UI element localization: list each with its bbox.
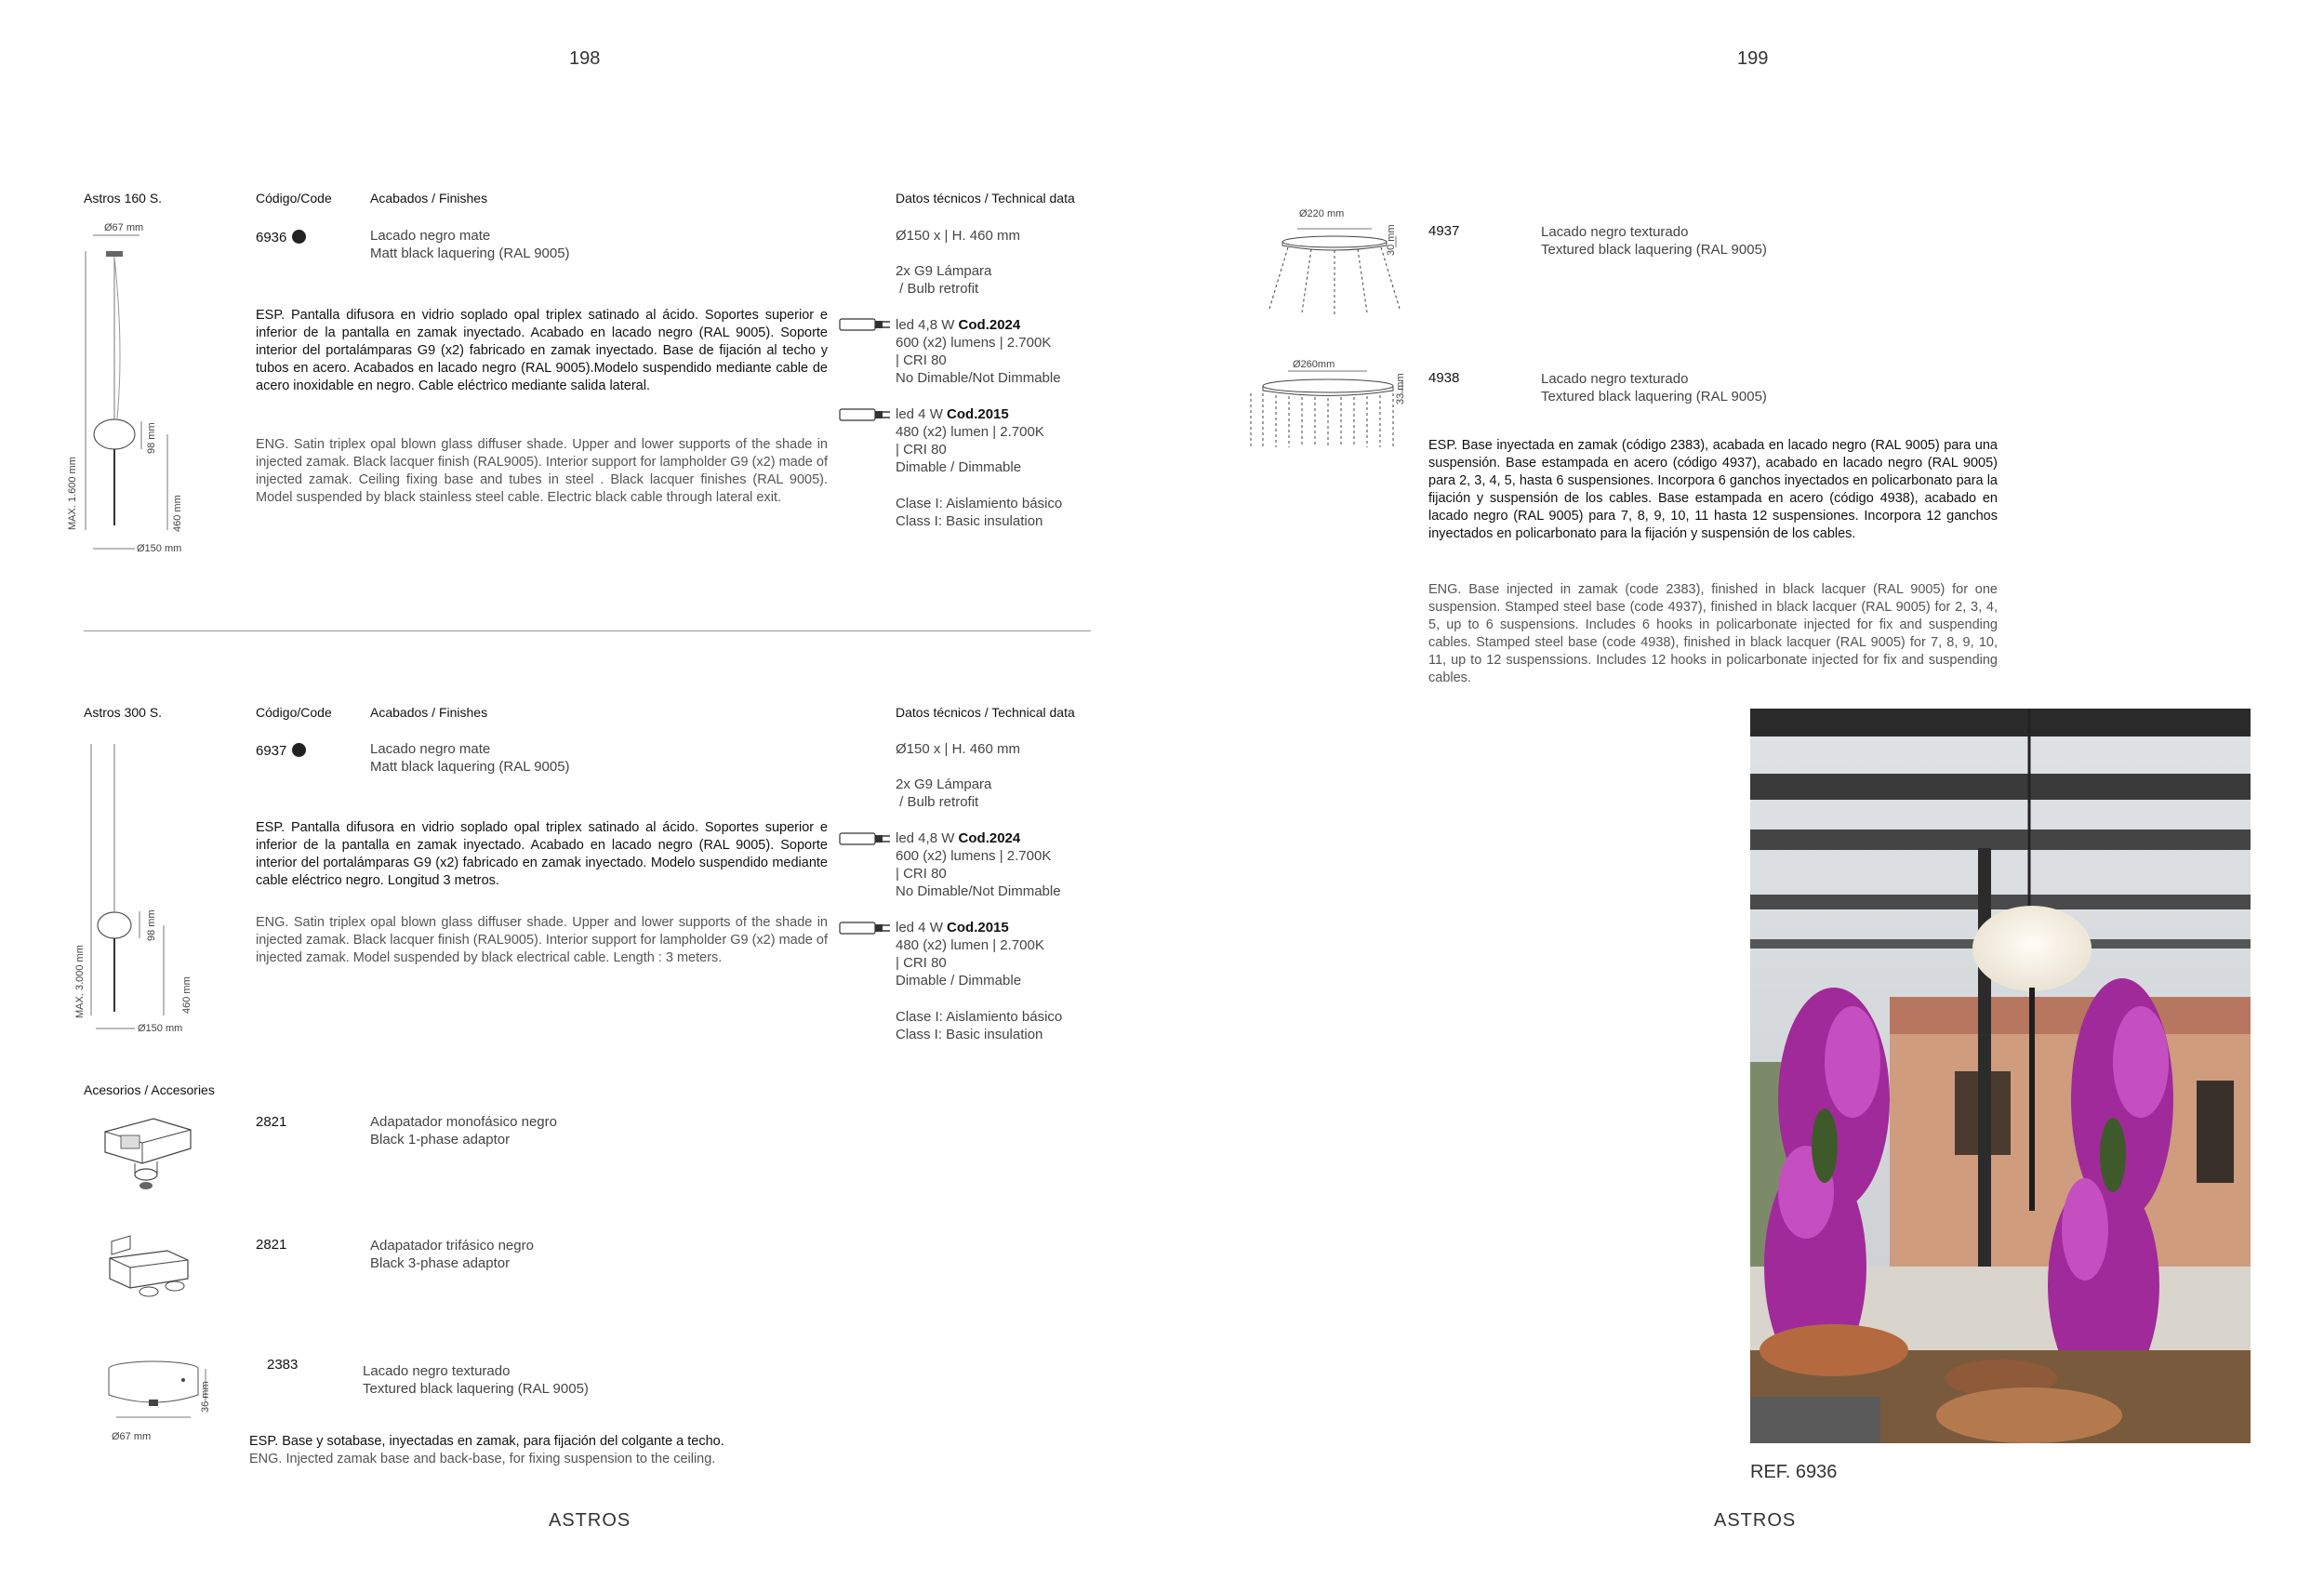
dim-base-height: 36 mm	[200, 1381, 211, 1413]
tech-bulb: 2x G9 Lámpara / Bulb retrofit	[896, 776, 992, 810]
finish-description: Lacado negro mate Matt black laquering (RAL 9005)	[370, 228, 570, 261]
dim-base-diameter: Ø67 mm	[112, 1431, 152, 1442]
accessory-code: 2821	[256, 1237, 287, 1253]
column-header-finishes: Acabados / Finishes	[370, 705, 488, 720]
product-name: Astros 300 S.	[84, 705, 163, 720]
color-swatch-black	[292, 230, 306, 244]
description-eng: ENG. Satin triplex opal blown glass diffuser shade. Upper and lower supports of the shade in injected zamak. Black lacquer finish (RAL9005). Interior support for lampholder G9 (x2) made of injected zamak. Model suspended by black electrical cable. Length : 3 meters.	[256, 915, 828, 965]
column-header-finishes: Acabados / Finishes	[370, 191, 488, 206]
footer-brand-left: ASTROS	[549, 1510, 631, 1531]
dim-base-diameter: Ø220 mm	[1299, 208, 1345, 219]
accessory-description: Adapatador trifásico negro Black 3-phase adaptor	[370, 1238, 534, 1271]
footer-brand-right: ASTROS	[1714, 1510, 1797, 1531]
dim-base-height: 33 mm	[1395, 373, 1406, 405]
description-esp: ESP. Pantalla difusora en vidrio soplado opal triplex satinado al ácido. Soportes superior e inferior de la pantalla en zamak inyectado. Acabado en lacado negro (RAL 9005). Soporte interior del portalámparas G9 (x2) fabricado en zamak inyectado. Modelo suspendido mediante cable eléctrico negro. Longitud 3 metros.	[256, 820, 828, 888]
led-bulb-icon	[839, 921, 891, 935]
base-code: 4937	[1428, 223, 1460, 239]
description-eng: ENG. Satin triplex opal blown glass diffuser shade. Upper and lower supports of the shade in injected zamak. Black lacquer finish (RAL9005). Interior support for lampholder G9 (x2) made of injected zamak. Ceiling fixing base and tubes in steel . Black lacquer finishes (RAL 9005). Model suspended by black stainless steel cable. Electric black cable through lateral exit.	[256, 437, 828, 505]
dim-max-length: MAX. 3.000 mm	[74, 945, 86, 1018]
accessory-description: Adapatador monofásico negro Black 1-phase adaptor	[370, 1114, 557, 1148]
led-bulb-icon	[839, 407, 891, 422]
product-name: Astros 160 S.	[84, 191, 163, 206]
tech-size: Ø150 x | H. 460 mm	[896, 228, 1020, 244]
photo-reference: REF. 6936	[1750, 1462, 1838, 1482]
bases-description-esp: ESP. Base inyectada en zamak (código 2383), acabada en lacado negro (RAL 9005) para una suspensión. Base estampada en acero (código 4937), acabado en lacado negro (RAL 9005) para 2, 3, 4, 5, hasta 6 suspensiones. Incorpora 6 ganchos inyectados en policarbonato para la fijación y suspensión de los cables. Base estampada en acero (código 4938), acabado en lacado negro (RAL 9005) para 7, 8, 9, 10, 11 hasta 12 suspensiones. Incorpora 12 ganchos inyectados en policarbonato para la fijación y suspensión de los cables.	[1428, 438, 1998, 541]
accessories-eng: ENG. Injected zamak base and back-base, for fixing suspension to the ceiling.	[249, 1452, 716, 1466]
accessory-code: 2383	[267, 1357, 299, 1373]
description-esp: ESP. Pantalla difusora en vidrio soplado opal triplex satinado al ácido. Soportes superior e inferior de la pantalla en zamak inyectado. Acabado en lacado negro (RAL 9005). Soporte interior del portalámparas G9 (x2) fabricado en zamak inyectado. Base de fijación al techo y tubos en acero. Acabados en lacado negro (RAL 9005).Modelo suspendido mediante cable de acero inoxidable en negro. Cable eléctrico mediante salida lateral.	[256, 308, 828, 393]
tech-led-option-2: led 4 W Cod.2015 480 (x2) lumen | 2.700K | CRI 80 Dimable / Dimmable	[896, 406, 1044, 475]
dim-base-height: 30 mm	[1386, 224, 1397, 256]
dim-top-diameter: Ø67 mm	[104, 222, 144, 233]
page-number-left: 198	[569, 48, 601, 69]
tech-size: Ø150 x | H. 460 mm	[896, 741, 1020, 757]
base-code: 4938	[1428, 370, 1460, 386]
led-bulb-icon	[839, 317, 891, 332]
page-number-right: 199	[1737, 48, 1769, 69]
tech-insulation-class: Clase I: Aislamiento básico Class I: Basic insulation	[896, 1009, 1063, 1042]
product-photo	[1750, 709, 2251, 1443]
section-divider	[84, 630, 1091, 631]
base-finish: Lacado negro texturado Textured black laquering (RAL 9005)	[1541, 224, 1767, 258]
three-phase-adaptor-drawing	[102, 1232, 195, 1307]
column-header-technical: Datos técnicos / Technical data	[896, 705, 1075, 720]
tech-led-option-1: led 4,8 W Cod.2024 600 (x2) lumens | 2.700K | CRI 80 No Dimable/Not Dimmable	[896, 830, 1061, 899]
dim-total-height: 460 mm	[181, 976, 193, 1014]
accessories-esp: ESP. Base y sotabase, inyectadas en zamak, para fijación del colgante a techo.	[249, 1434, 724, 1449]
tech-led-option-1: led 4,8 W Cod.2024 600 (x2) lumens | 2.700K | CRI 80 No Dimable/Not Dimmable	[896, 317, 1061, 386]
product-code: 6936	[256, 230, 306, 245]
accessories-title: Acesorios / Accesories	[84, 1082, 215, 1097]
dim-total-height: 460 mm	[172, 495, 183, 532]
tech-led-option-2: led 4 W Cod.2015 480 (x2) lumen | 2.700K | CRI 80 Dimable / Dimmable	[896, 920, 1044, 989]
bases-description-eng: ENG. Base injected in zamak (code 2383), finished in black lacquer (RAL 9005) for one suspension. Stamped steel base (code 4937), finished in black lacquer (RAL 9005) for 2, 3, 4, 5, up to 6 suspensions. Includes 6 hooks in policarbonate injected for fix and suspending cables. Stamped steel base (code 4938), finished in black lacquer (RAL 9005) for 7, 8, 9, 10, 11, up to 12 suspenssions. Includes 12 hooks in policarbonate injected for fix and suspending cables.	[1428, 582, 1998, 685]
column-header-code: Código/Code	[256, 191, 332, 206]
base-4938-drawing	[1246, 367, 1409, 451]
single-phase-adaptor-drawing	[98, 1111, 200, 1195]
dim-base-diameter: Ø260mm	[1293, 359, 1335, 370]
tech-insulation-class: Clase I: Aislamiento básico Class I: Basic insulation	[896, 496, 1063, 529]
column-header-code: Código/Code	[256, 705, 332, 720]
base-finish: Lacado negro texturado Textured black laquering (RAL 9005)	[1541, 371, 1767, 405]
color-swatch-black	[292, 743, 306, 757]
tech-bulb: 2x G9 Lámpara / Bulb retrofit	[896, 263, 992, 297]
dim-shade-diameter: Ø150 mm	[138, 1023, 183, 1034]
led-bulb-icon	[839, 831, 891, 846]
terrace-scene-image	[1750, 709, 2251, 1443]
product-code: 6937	[256, 743, 306, 759]
accessory-code: 2821	[256, 1114, 287, 1130]
column-header-technical: Datos técnicos / Technical data	[896, 191, 1075, 206]
finish-description: Lacado negro mate Matt black laquering (RAL 9005)	[370, 741, 570, 775]
dim-max-length: MAX. 1.600 mm	[67, 457, 78, 530]
dim-shade-height: 98 mm	[146, 422, 157, 454]
dim-shade-diameter: Ø150 mm	[137, 543, 182, 554]
dim-shade-height: 98 mm	[146, 909, 157, 941]
accessory-description: Lacado negro texturado Textured black laquering (RAL 9005)	[363, 1363, 589, 1397]
